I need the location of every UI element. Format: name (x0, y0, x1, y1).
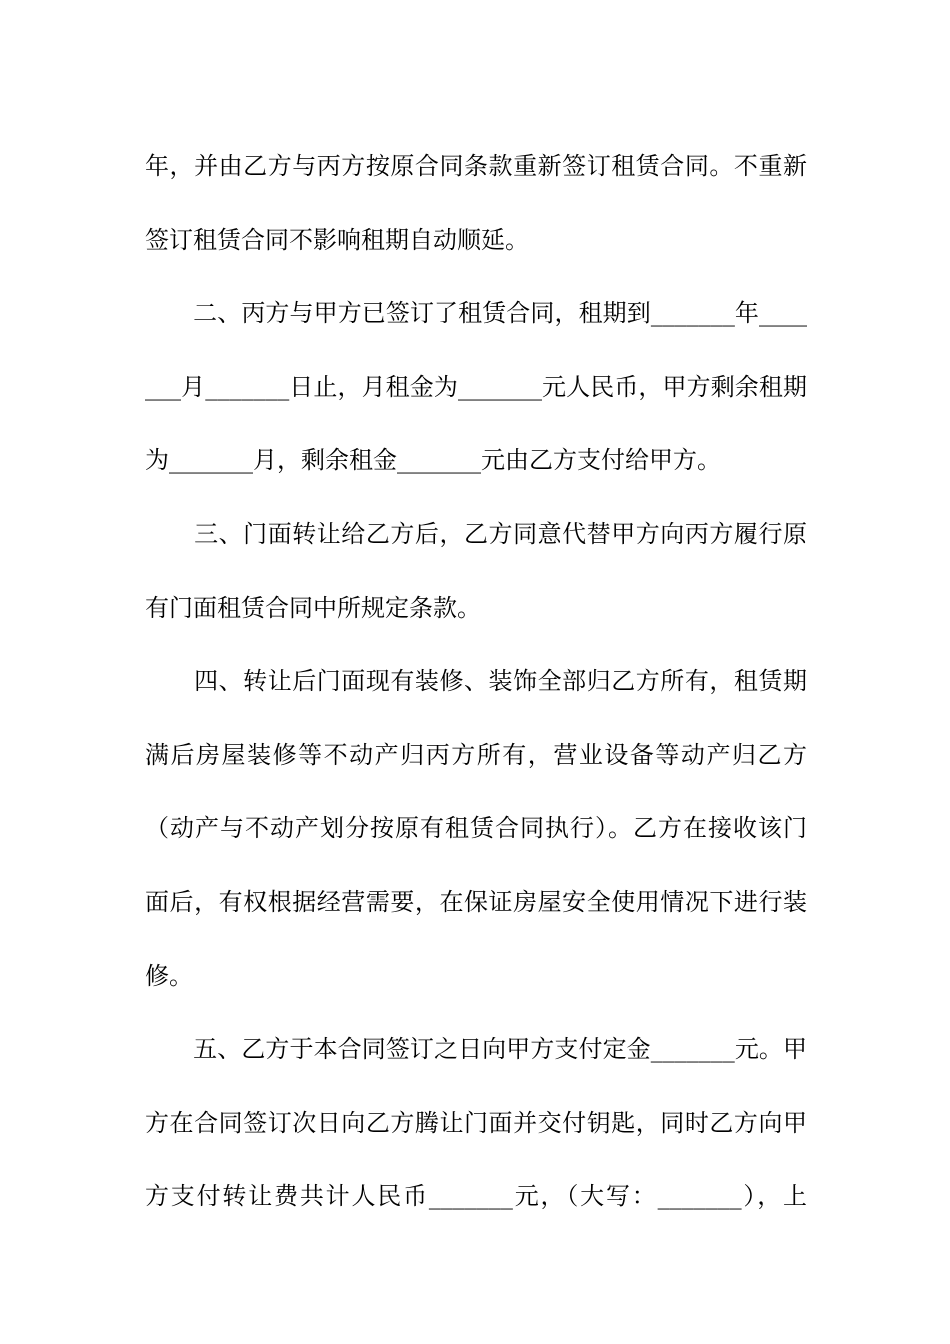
text-line-10: （动产与不动产划分按原有租赁合同执行）。乙方在接收该门 (145, 814, 807, 843)
text-line-3: 二、丙方与甲方已签订了租赁合同，租期到_______年____ (145, 299, 807, 328)
text-line-12: 修。 (145, 961, 193, 990)
text-line-2: 签订租赁合同不影响租期自动顺延。 (145, 225, 529, 254)
text-line-13: 五、乙方于本合同签订之日向甲方支付定金_______元。甲 (145, 1035, 807, 1064)
text-line-7: 有门面租赁合同中所规定条款。 (145, 593, 481, 622)
text-line-9: 满后房屋装修等不动产归丙方所有，营业设备等动产归乙方 (145, 740, 807, 769)
text-line-15: 方支付转让费共计人民币_______元，（大写：_______），上 (145, 1182, 807, 1211)
text-line-14: 方在合同签订次日向乙方腾让门面并交付钥匙，同时乙方向甲 (145, 1108, 807, 1137)
text-line-11: 面后，有权根据经营需要，在保证房屋安全使用情况下进行装 (145, 887, 807, 916)
text-line-5: 为_______月，剩余租金_______元由乙方支付给甲方。 (145, 446, 721, 475)
contract-body (145, 130, 807, 1234)
text-line-4: ___月_______日止，月租金为_______元人民币，甲方剩余租期 (145, 372, 807, 401)
text-line-1: 年，并由乙方与丙方按原合同条款重新签订租赁合同。不重新 (145, 152, 807, 180)
text-line-6: 三、门面转让给乙方后，乙方同意代替甲方向丙方履行原 (145, 519, 807, 548)
text-line-8: 四、转让后门面现有装修、装饰全部归乙方所有，租赁期 (145, 667, 807, 696)
